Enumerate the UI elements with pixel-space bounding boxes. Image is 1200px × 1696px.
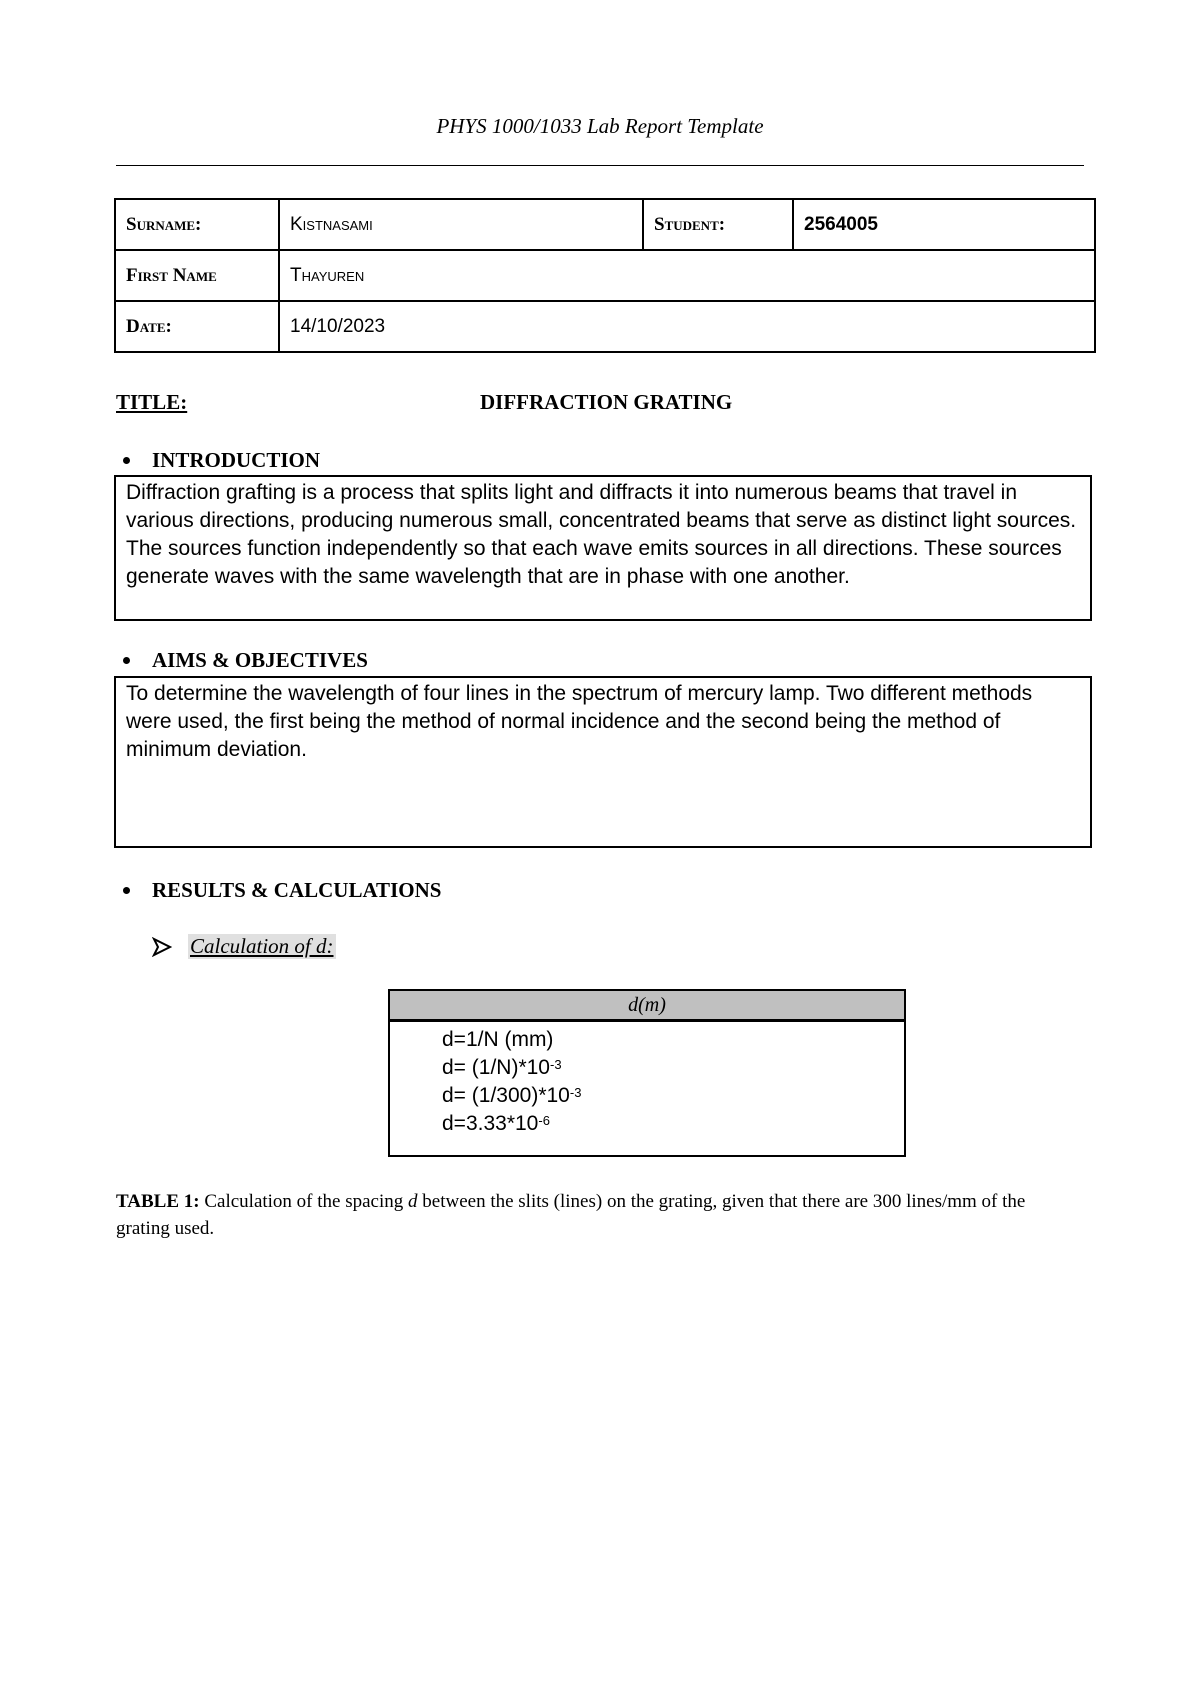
date-label: Date: bbox=[115, 301, 279, 352]
title-label: TITLE: bbox=[116, 390, 188, 414]
table-row bbox=[115, 199, 1095, 250]
caption-text-2: between the slits (lines) on the grating, given that there are 300 lines/mm of the grating used. bbox=[116, 1191, 1026, 1239]
calculation-subheading-text: Calculation of d: bbox=[190, 934, 334, 958]
caption-label: TABLE 1: bbox=[116, 1191, 200, 1212]
introduction-text: Diffraction grafting is a process that splits light and diffracts it into numerous beams that travel in various directions, producing numerous small, concentrated beams that serve as distinct light sources. The sources function independently so that each wave emits sources in all directions. These sources generate waves with the same wavelength that are in phase with one another. bbox=[126, 481, 1077, 588]
surname-label: Surname: bbox=[115, 199, 279, 250]
header-divider bbox=[116, 165, 1084, 166]
table-row bbox=[115, 301, 1095, 352]
aims-box bbox=[114, 676, 1092, 848]
results-heading-text: RESULTS & CALCULATIONS bbox=[152, 878, 442, 902]
table-caption bbox=[116, 1188, 1036, 1242]
caption-variable: d bbox=[408, 1191, 418, 1212]
introduction-heading bbox=[120, 448, 320, 473]
bullet-icon bbox=[123, 457, 130, 464]
results-heading bbox=[120, 878, 441, 903]
calc-line-1: d=1/N (mm) bbox=[442, 1028, 554, 1051]
calc-line-2: $d= (1/N)*10^{-3}$ bbox=[442, 1056, 562, 1079]
aims-heading bbox=[120, 648, 368, 673]
introduction-heading-text: INTRODUCTION bbox=[152, 448, 321, 472]
date-value: 14/10/2023 bbox=[279, 301, 1095, 352]
introduction-box bbox=[114, 475, 1092, 621]
table-row bbox=[115, 250, 1095, 301]
first-name-value: Thayuren bbox=[279, 250, 1095, 301]
calc-line-4: $d=3.33*10^{-6}$ bbox=[442, 1112, 550, 1135]
calculation-table-header: d(m) bbox=[390, 991, 904, 1022]
caption-text-1: Calculation of the spacing bbox=[204, 1191, 404, 1212]
report-title: DIFFRACTION GRATING bbox=[480, 390, 733, 414]
surname-value: Kistnasami bbox=[279, 199, 643, 250]
student-number-value: 2564005 bbox=[793, 199, 1095, 250]
aims-heading-text: AIMS & OBJECTIVES bbox=[152, 648, 368, 672]
student-info-table bbox=[114, 198, 1096, 353]
calculation-table bbox=[388, 989, 906, 1157]
bullet-icon bbox=[123, 887, 130, 894]
calc-line-3: $d= (1/300)*10^{-3}$ bbox=[442, 1084, 582, 1107]
arrowhead-bullet-icon bbox=[152, 937, 172, 957]
student-label: Student: bbox=[643, 199, 793, 250]
first-name-label: First Name bbox=[115, 250, 279, 301]
page-header-title: PHYS 1000/1033 Lab Report Template bbox=[436, 114, 764, 138]
bullet-icon bbox=[123, 657, 130, 664]
calculation-subheading bbox=[152, 934, 336, 959]
calculation-table-body bbox=[390, 1022, 904, 1155]
aims-text: To determine the wavelength of four lines in the spectrum of mercury lamp. Two different methods were used, the first being the method of normal incidence and the second being the method of minimum deviation. bbox=[126, 682, 1033, 761]
